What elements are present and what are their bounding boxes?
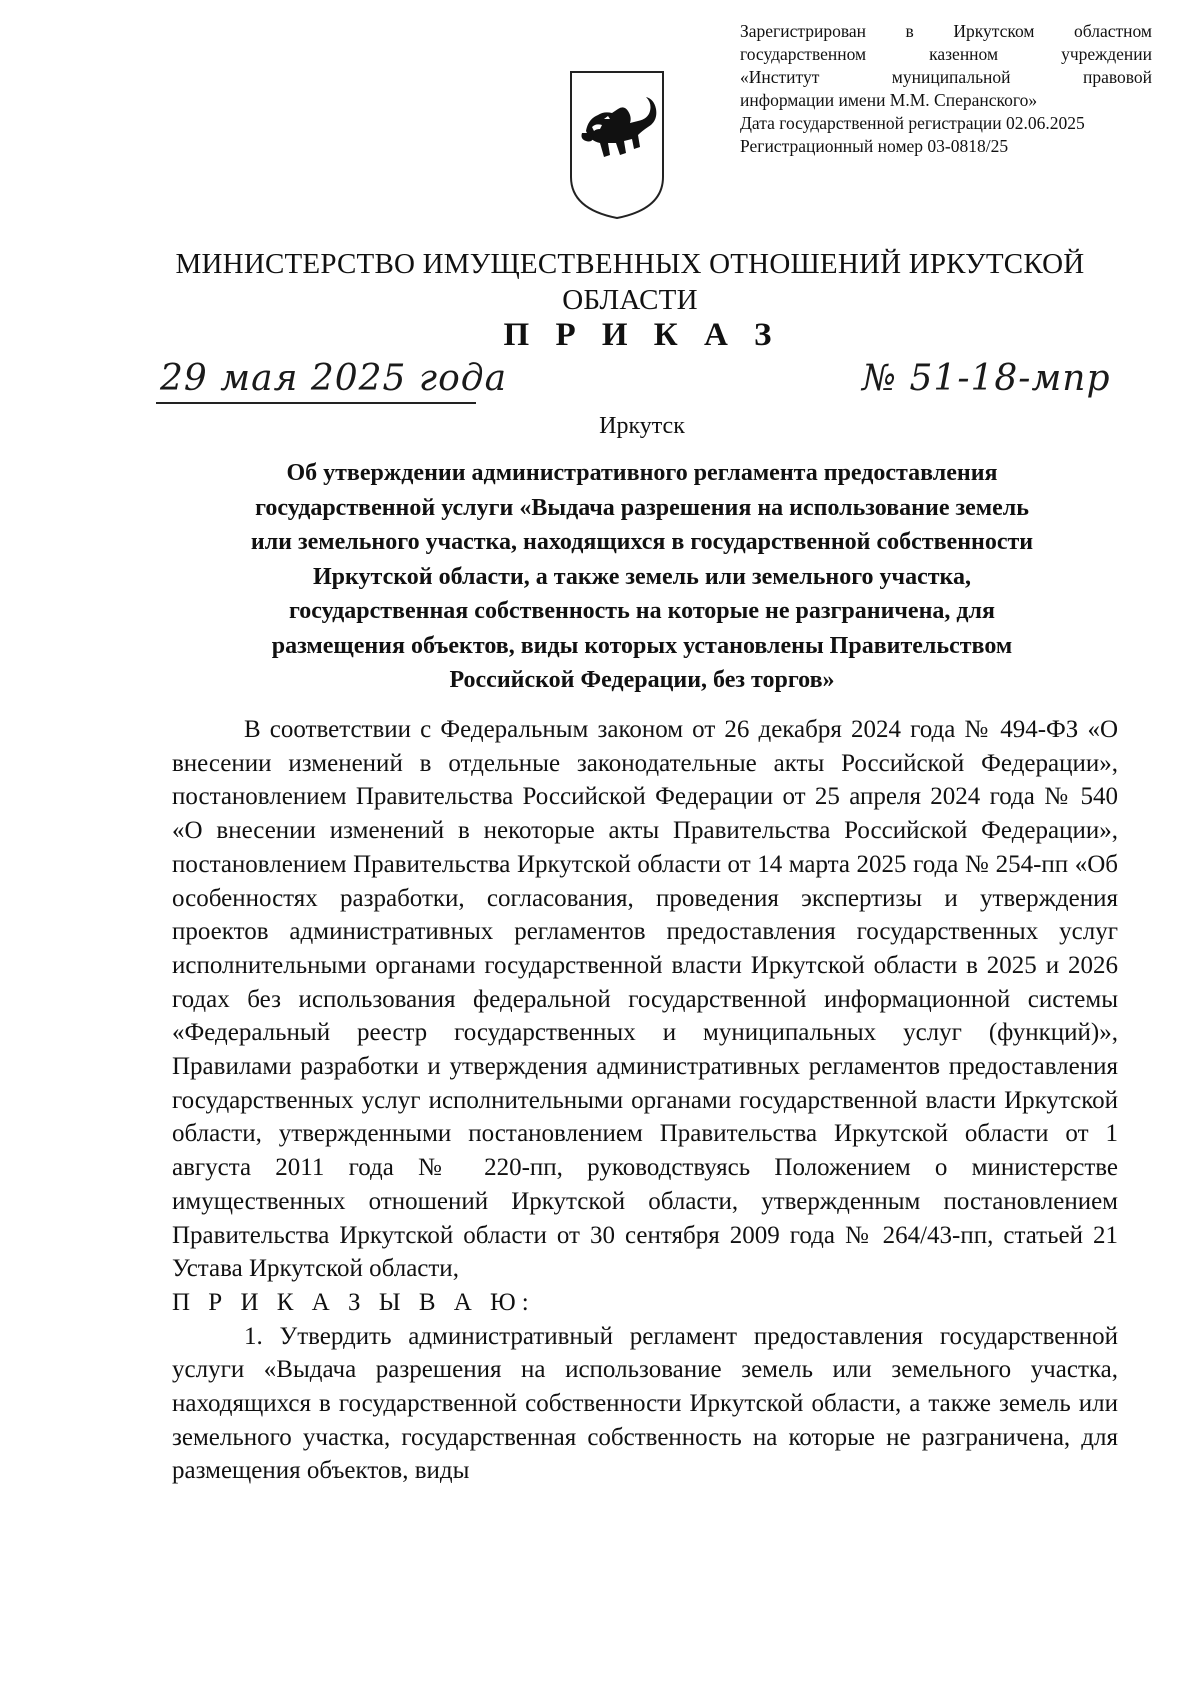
irkutsk-coat-of-arms-icon bbox=[568, 69, 666, 221]
registration-stamp bbox=[740, 20, 1152, 158]
heading-line: или земельного участка, находящихся в государственной собственности bbox=[250, 529, 1034, 555]
city: Иркутск bbox=[599, 413, 685, 439]
preamble-paragraph: В соответствии с Федеральным законом от 26 декабря 2024 года № 494-ФЗ «О внесении изменений в отдельные законодательные акты Российской Федерации», постановлением Правительства Российской Федерации от 25 апреля 2024 года № 540 «О внесении изменений в некоторые акты Правительства Российской Федерации», постановлением Правительства Иркутской области от 14 марта 2025 года № 254-пп «Об особенностях разработки, согласования, проведения экспертизы и утверждения проектов административных регламентов предоставления государственных услуг исполнительными органами государственной власти Иркутской области в 2025 и 2026 годах без использования федеральной государственной информационной системы «Федеральный реестр государственных и муниципальных услуг (функций)», Правилами разработки и утверждения административных регламентов предоставления государственных услуг исполнительными органами государственной власти Иркутской области, утвержденными постановлением Правительства Иркутской области от 1 августа 2011 года № 220-пп, руководствуясь Положением о министерстве имущественных отношений Иркутской области, утвержденным постановлением Правительства Иркутской области от 30 сентября 2009 года № 264/43-пп, статьей 21 Устава Иркутской области, bbox=[172, 716, 1118, 1283]
ministry-name-line2: ОБЛАСТИ bbox=[562, 284, 698, 316]
heading-line: размещения объектов, виды которых установлены Правительством bbox=[271, 632, 1013, 659]
handwritten-number: № 51-18-мпр bbox=[862, 358, 1111, 399]
document-heading bbox=[160, 456, 1124, 698]
date-underline bbox=[156, 402, 476, 404]
handwritten-date: 29 мая 2025 года bbox=[160, 358, 508, 399]
registration-line: государственном казенном учреждении bbox=[740, 44, 1152, 64]
item-1-paragraph: 1. Утвердить административный регламент предоставления государственной услуги «Выдача разрешения на использование земель или земельного участка, находящихся в государственной собственности Иркутской области, а также земель или земельного участка, государственная собственность на которые не разграничена, для размещения объектов, виды bbox=[172, 1322, 1118, 1485]
ministry-name bbox=[140, 246, 1120, 318]
registration-line: информации имени М.М. Сперанского» bbox=[740, 90, 1038, 110]
heading-line: Об утверждении административного регламента предоставления bbox=[286, 460, 998, 486]
heading-line: Иркутской области, а также земель или земельного участка, bbox=[313, 563, 971, 590]
registration-number: Регистрационный номер 03-0818/25 bbox=[740, 136, 1009, 156]
registration-line: Зарегистрирован в Иркутском областном bbox=[740, 21, 1152, 41]
document-body bbox=[172, 713, 1118, 1488]
prikazyvayu: П Р И К А З Ы В А Ю: bbox=[172, 1288, 535, 1316]
registration-date: Дата государственной регистрации 02.06.2025 bbox=[740, 113, 1085, 133]
heading-line: государственная собственность на которые не разграничена, для bbox=[288, 598, 996, 624]
registration-line: «Институт муниципальной правовой bbox=[740, 67, 1152, 87]
heading-line: государственной услуги «Выдача разрешения на использование земель bbox=[255, 494, 1029, 521]
ministry-name-line1: МИНИСТЕРСТВО ИМУЩЕСТВЕННЫХ ОТНОШЕНИЙ ИРКУТСКОЙ bbox=[175, 248, 1085, 280]
order-title: П Р И К А З bbox=[503, 317, 781, 353]
heading-line: Российской Федерации, без торгов» bbox=[449, 667, 835, 693]
